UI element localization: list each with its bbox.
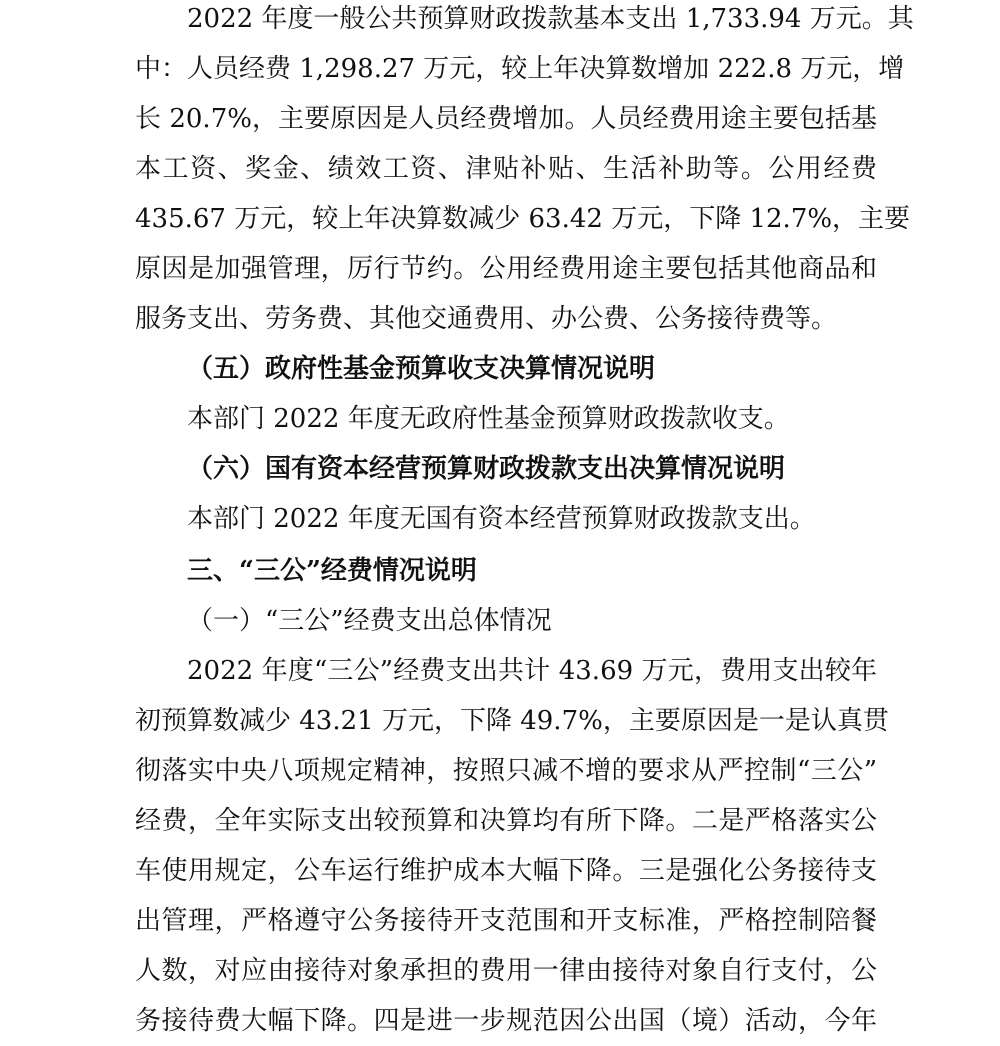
paragraph-line: 2022 年度“三公”经费支出共计 43.69 万元，费用支出较年 [187,656,877,686]
paragraph-line: 长 20.7%，主要原因是人员经费增加。人员经费用途主要包括基 [135,104,877,134]
paragraph-line: 本部门 2022 年度无国有资本经营预算财政拨款支出。 [187,504,816,534]
paragraph-line: 中：人员经费 1,298.27 万元，较上年决算数增加 222.8 万元，增 [135,54,905,84]
paragraph-line: 车使用规定，公车运行维护成本大幅下降。三是强化公务接待支 [135,856,877,886]
paragraph-line: 初预算数减少 43.21 万元，下降 49.7%，主要原因是一是认真贯 [135,706,889,736]
section-heading-6: （六）国有资本经营预算财政拨款支出决算情况说明 [187,454,786,484]
paragraph-line: 务接待费大幅下降。四是进一步规范因公出国（境）活动，今年 [135,1006,877,1036]
paragraph-line: 原因是加强管理，厉行节约。公用经费用途主要包括其他商品和 [135,254,877,284]
paragraph-line: 彻落实中央八项规定精神，按照只减不增的要求从严控制“三公” [135,756,877,786]
chapter-heading-3: 三、“三公”经费情况说明 [187,556,477,586]
paragraph-line: 人数，对应由接待对象承担的费用一律由接待对象自行支付，公 [135,956,877,986]
paragraph-line: 服务支出、劳务费、其他交通费用、办公费、公务接待费等。 [135,304,838,334]
paragraph-line: 本工资、奖金、绩效工资、津贴补贴、生活补助等。公用经费 [135,154,877,184]
paragraph-line: 2022 年度一般公共预算财政拨款基本支出 1,733.94 万元。其 [187,4,914,34]
paragraph-line: 本部门 2022 年度无政府性基金预算财政拨款收支。 [187,404,790,434]
paragraph-line: 经费，全年实际支出较预算和决算均有所下降。二是严格落实公 [135,806,877,836]
paragraph-line: 出管理，严格遵守公务接待开支范围和开支标准，严格控制陪餐 [135,906,877,936]
subsection-heading-1: （一）“三公”经费支出总体情况 [187,606,552,636]
paragraph-line: 435.67 万元，较上年决算数减少 63.42 万元，下降 12.7%，主要 [135,204,911,234]
section-heading-5: （五）政府性基金预算收支决算情况说明 [187,354,656,384]
